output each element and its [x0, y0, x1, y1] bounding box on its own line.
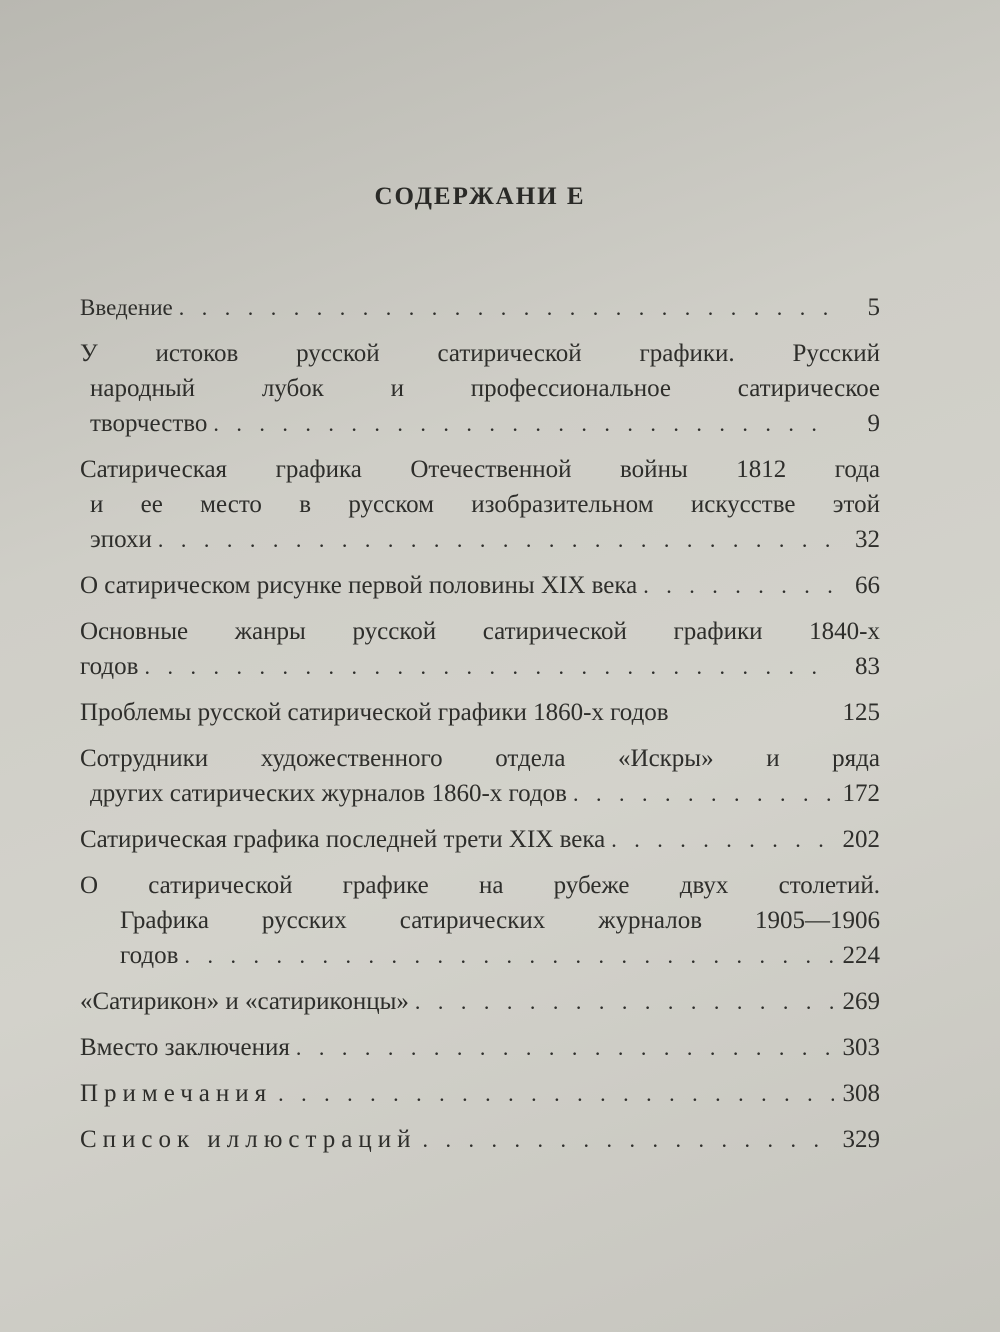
- toc-entry: [80, 568, 880, 603]
- leader-dots: [573, 776, 834, 811]
- leader-dots: [144, 649, 834, 684]
- toc-entry: [80, 984, 880, 1019]
- toc-entry-line: народный лубок и профессиональное сатирическое: [90, 375, 880, 402]
- toc-entry: [80, 614, 880, 684]
- toc-entry-line: Сатирическая графика Отечественной войны 1812 года: [80, 456, 880, 483]
- toc-page-number: 125: [842, 699, 880, 726]
- leader-dots: [213, 406, 834, 441]
- toc-page-number: 329: [842, 1126, 880, 1153]
- toc-entry-line: У истоков русской сатирической графики. Русский: [80, 340, 880, 367]
- toc-page-number: 66: [855, 572, 880, 599]
- leader-dots: [611, 822, 834, 857]
- toc-page-number: 172: [842, 780, 880, 807]
- toc-page-number: 32: [855, 526, 880, 553]
- toc-page-number: 269: [842, 988, 880, 1015]
- toc-entry-line: и ее место в русском изобразительном искусстве этой: [90, 491, 880, 518]
- toc-page-number: 5: [867, 294, 880, 321]
- toc-entry-title: Сатирическая графика последней трети XIX века: [80, 826, 606, 853]
- toc-entry-line: творчество: [90, 410, 208, 437]
- toc-entry: [80, 1122, 880, 1157]
- leader-dots: [179, 290, 834, 325]
- toc-entry-title: Примечания: [80, 1080, 273, 1107]
- toc-entry: [80, 336, 880, 441]
- toc-page-number: 9: [867, 410, 880, 437]
- toc-entry-title: Вместо заключения: [80, 1034, 290, 1061]
- toc-page-number: 224: [842, 942, 880, 969]
- leader-dots: [296, 1030, 834, 1065]
- toc-entry-title: Проблемы русской сатирической графики 1860-х годов: [80, 699, 669, 726]
- toc-entry: [80, 452, 880, 557]
- toc-entry: [80, 290, 880, 325]
- toc-entry-title: «Сатирикон» и «сатириконцы»: [80, 988, 409, 1015]
- toc-entry: [80, 741, 880, 811]
- table-of-contents: [80, 290, 880, 1168]
- toc-entry: [80, 695, 880, 730]
- toc-entry: [80, 868, 880, 973]
- leader-dots: [278, 1076, 834, 1111]
- leader-dots: [158, 522, 834, 557]
- toc-entry-line: Сотрудники художественного отдела «Искры» и ряда: [80, 745, 880, 772]
- toc-entry-line: Основные жанры русской сатирической графики 1840-х: [80, 618, 880, 645]
- toc-entry-title: О сатирическом рисунке первой половины XIX века: [80, 572, 638, 599]
- toc-entry: [80, 1030, 880, 1065]
- toc-entry-line: годов: [80, 653, 139, 680]
- toc-page-number: 308: [842, 1080, 880, 1107]
- toc-entry: [80, 822, 880, 857]
- leader-dots: [184, 938, 834, 973]
- toc-entry-title: Список иллюстраций: [80, 1126, 417, 1153]
- toc-entry-line: эпохи: [90, 526, 152, 553]
- leader-dots: [643, 568, 834, 603]
- toc-page-number: 303: [842, 1034, 880, 1061]
- toc-entry-line: других сатирических журналов 1860-х годов: [90, 780, 567, 807]
- leader-dots: [423, 1122, 835, 1157]
- toc-entry-line: О сатирической графике на рубеже двух столетий.: [80, 872, 880, 899]
- toc-page-number: 202: [842, 826, 880, 853]
- toc-entry-line: Графика русских сатирических журналов 1905—1906: [120, 907, 880, 934]
- toc-entry-title: Введение: [80, 295, 173, 320]
- page-title: СОДЕРЖАНИ Е: [374, 183, 586, 210]
- toc-entry-line: годов: [120, 942, 179, 969]
- toc-entry: [80, 1076, 880, 1111]
- toc-page-number: 83: [855, 653, 880, 680]
- leader-dots: [415, 984, 834, 1019]
